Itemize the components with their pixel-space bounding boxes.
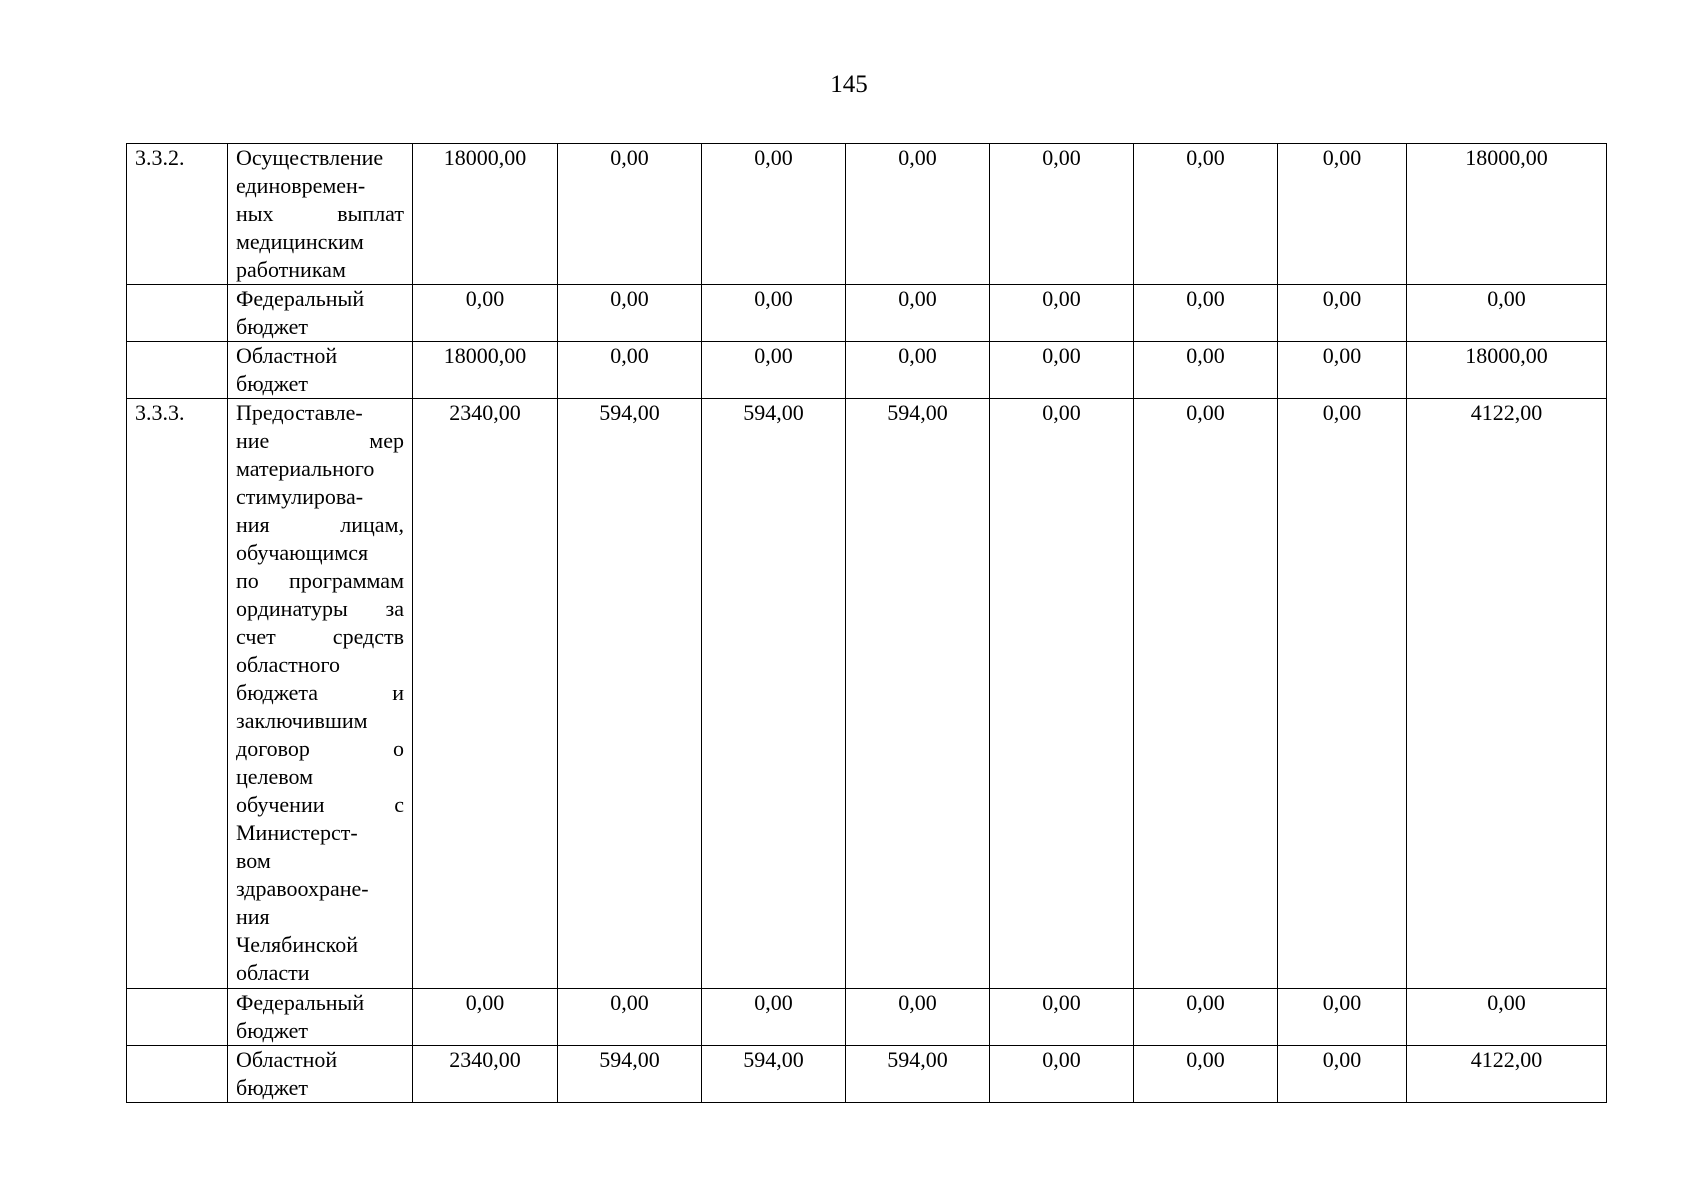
row-value: 0,00 [1278, 285, 1407, 342]
row-value: 594,00 [702, 399, 846, 989]
row-value: 0,00 [990, 399, 1134, 989]
row-value: 0,00 [558, 285, 702, 342]
description-line: Челябинской [236, 932, 359, 957]
row-description [228, 144, 413, 285]
row-number: 3.3.3. [127, 399, 228, 989]
row-value: 594,00 [558, 399, 702, 989]
description-line: договор о [236, 736, 404, 761]
description-line: бюджет [236, 1018, 308, 1043]
row-value: 594,00 [846, 1046, 990, 1103]
description-line: обучающимся [236, 540, 369, 565]
row-value: 0,00 [1134, 285, 1278, 342]
row-total: 0,00 [1407, 285, 1607, 342]
page-number: 145 [830, 71, 868, 98]
row-value: 2340,00 [413, 1046, 558, 1103]
row-value: 0,00 [1134, 144, 1278, 285]
description-line: обучении с [236, 792, 404, 817]
row-value: 0,00 [558, 989, 702, 1046]
description-line: работникам [236, 257, 346, 282]
description-line: вом [236, 848, 271, 873]
row-value: 0,00 [702, 989, 846, 1046]
description-line: Федеральный [236, 286, 365, 311]
row-value: 0,00 [846, 342, 990, 399]
table-row [127, 342, 1607, 399]
row-value: 0,00 [1134, 1046, 1278, 1103]
row-value: 0,00 [1134, 399, 1278, 989]
row-description [228, 399, 413, 989]
row-value: 0,00 [702, 144, 846, 285]
row-number [127, 342, 228, 399]
table-row [127, 1046, 1607, 1103]
description-line: целевом [236, 764, 314, 789]
row-value: 0,00 [558, 144, 702, 285]
description-line: Министерст- [236, 820, 358, 845]
description-line: ния [236, 904, 270, 929]
row-value: 594,00 [558, 1046, 702, 1103]
table-row [127, 989, 1607, 1046]
table-row [127, 144, 1607, 285]
row-value: 0,00 [846, 144, 990, 285]
description-line: областного [236, 652, 341, 677]
row-total: 4122,00 [1407, 1046, 1607, 1103]
row-value: 18000,00 [413, 144, 558, 285]
row-value: 0,00 [558, 342, 702, 399]
row-value: 0,00 [413, 989, 558, 1046]
row-number: 3.3.2. [127, 144, 228, 285]
row-value: 0,00 [990, 144, 1134, 285]
description-line: бюджета и [236, 680, 404, 705]
row-value: 0,00 [1278, 399, 1407, 989]
description-line: стимулирова- [236, 484, 364, 509]
description-line: Осуществление [236, 145, 384, 170]
row-value: 0,00 [990, 342, 1134, 399]
row-value: 18000,00 [413, 342, 558, 399]
row-value: 0,00 [1134, 342, 1278, 399]
row-total: 18000,00 [1407, 144, 1607, 285]
description-line: ординатуры за [236, 596, 404, 621]
description-line: ных выплат [236, 201, 404, 226]
row-value: 0,00 [1278, 342, 1407, 399]
table-row [127, 285, 1607, 342]
description-line: ние мер [236, 428, 404, 453]
table-body [127, 144, 1607, 1103]
table-row [127, 399, 1607, 989]
description-line: Федеральный [236, 990, 365, 1015]
row-total: 18000,00 [1407, 342, 1607, 399]
row-value: 0,00 [846, 285, 990, 342]
row-description [228, 1046, 413, 1103]
row-value: 0,00 [702, 285, 846, 342]
row-value: 0,00 [990, 1046, 1134, 1103]
description-line: здравоохране- [236, 876, 369, 901]
row-value: 0,00 [702, 342, 846, 399]
row-value: 0,00 [1278, 1046, 1407, 1103]
description-line: Предоставле- [236, 400, 363, 425]
row-description [228, 342, 413, 399]
row-description [228, 989, 413, 1046]
description-line: Областной [236, 343, 338, 368]
description-line: заключившим [236, 708, 368, 733]
description-line: счет средств [236, 624, 404, 649]
description-line: бюджет [236, 371, 308, 396]
row-value: 594,00 [846, 399, 990, 989]
row-value: 2340,00 [413, 399, 558, 989]
description-line: бюджет [236, 314, 308, 339]
row-value: 0,00 [1278, 144, 1407, 285]
description-line: Областной [236, 1047, 338, 1072]
description-line: единовремен- [236, 173, 366, 198]
description-line: по программам [236, 568, 404, 593]
row-value: 594,00 [702, 1046, 846, 1103]
row-value: 0,00 [413, 285, 558, 342]
row-number [127, 285, 228, 342]
row-value: 0,00 [990, 285, 1134, 342]
row-number [127, 1046, 228, 1103]
row-value: 0,00 [1134, 989, 1278, 1046]
description-line: области [236, 960, 310, 985]
row-number [127, 989, 228, 1046]
row-value: 0,00 [990, 989, 1134, 1046]
row-description [228, 285, 413, 342]
description-line: бюджет [236, 1075, 308, 1100]
description-line: материального [236, 456, 375, 481]
row-value: 0,00 [1278, 989, 1407, 1046]
description-line: ния лицам, [236, 512, 404, 537]
budget-table [126, 143, 1607, 1103]
row-value: 0,00 [846, 989, 990, 1046]
row-total: 4122,00 [1407, 399, 1607, 989]
description-line: медицинским [236, 229, 364, 254]
row-total: 0,00 [1407, 989, 1607, 1046]
